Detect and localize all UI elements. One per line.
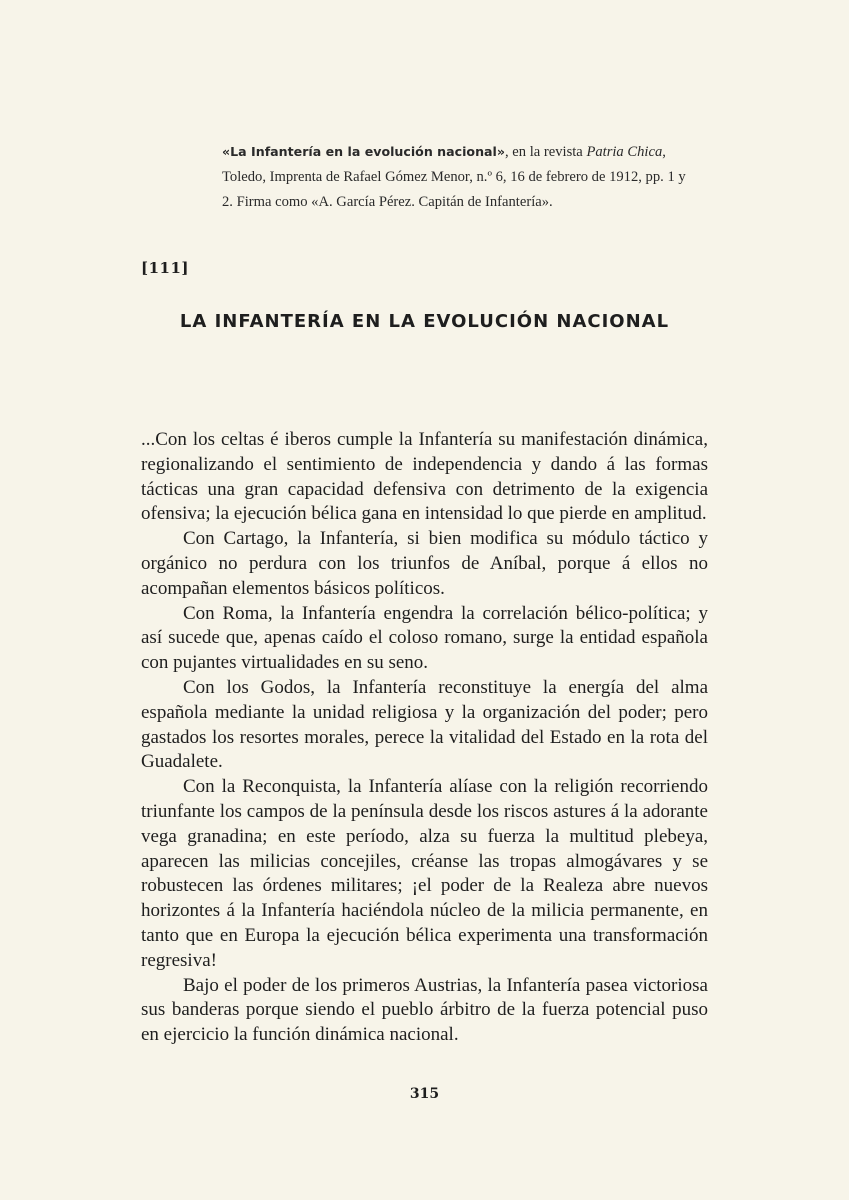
paragraph: ...Con los celtas é iberos cumple la Infantería su manifestación dinámica, regionalizando el sentimiento de independencia y dando á las formas tácticas una gran capacidad defensiva con detrimento de la exigencia ofensiva; la ejecución bélica gana en intensidad lo que pierde en amplitud. <box>141 429 708 525</box>
page-number: 315 <box>409 1086 440 1102</box>
paragraph: Con Cartago, la Infantería, si bien modifica su módulo táctico y orgánico no perdura con los triunfos de Aníbal, porque á ellos no acompañan elementos básicos políticos. <box>141 528 708 599</box>
source-text-1: , en la revista <box>504 144 587 160</box>
paragraph: Bajo el poder de los primeros Austrias, la Infantería pasea victoriosa sus banderas porque siendo el pueblo árbitro de la fuerza potencial puso en ejercicio la función dinámica nacional. <box>141 974 708 1046</box>
source-note <box>222 139 692 215</box>
document-number: [111] <box>141 259 190 277</box>
document-title: LA INFANTERÍA EN LA EVOLUCIÓN NACIONAL <box>179 311 670 332</box>
body-text <box>141 428 708 1048</box>
source-article-title: «La Infantería en la evolución nacional» <box>222 144 505 159</box>
source-text-2: , Toledo, Imprenta de Rafael Gómez Menor, n.º 6, 16 de febrero de 1912, pp. 1 y 2. Firma como «A. García Pérez. Capitán de Infantería». <box>222 144 686 210</box>
paragraph: Con los Godos, la Infantería reconstituye la energía del alma española mediante la unidad religiosa y la organización del poder; pero gastados los resortes morales, perece la vitalidad del Estado en la rota del Guadalete. <box>141 676 708 773</box>
paragraph: Con la Reconquista, la Infantería alíase con la religión recorriendo triunfante los campos de la península desde los riscos astures á la adorante vega granadina; en este período, alza su fuerza la multitud plebeya, aparecen las milicias concejiles, créanse las tropas almogávares y se robustecen las órdenes militares; ¡el poder de la Realeza abre nuevos horizontes á la Infantería haciéndola núcleo de la milicia permanente, en tanto que en Europa la ejecución bélica experimenta una transformación regresiva! <box>141 776 708 971</box>
source-magazine-name: Patria Chica <box>586 144 663 160</box>
paragraph: Con Roma, la Infantería engendra la correlación bélico-política; y así sucede que, apenas caído el coloso romano, surge la entidad española con pujantes virtualidades en su seno. <box>141 602 708 674</box>
